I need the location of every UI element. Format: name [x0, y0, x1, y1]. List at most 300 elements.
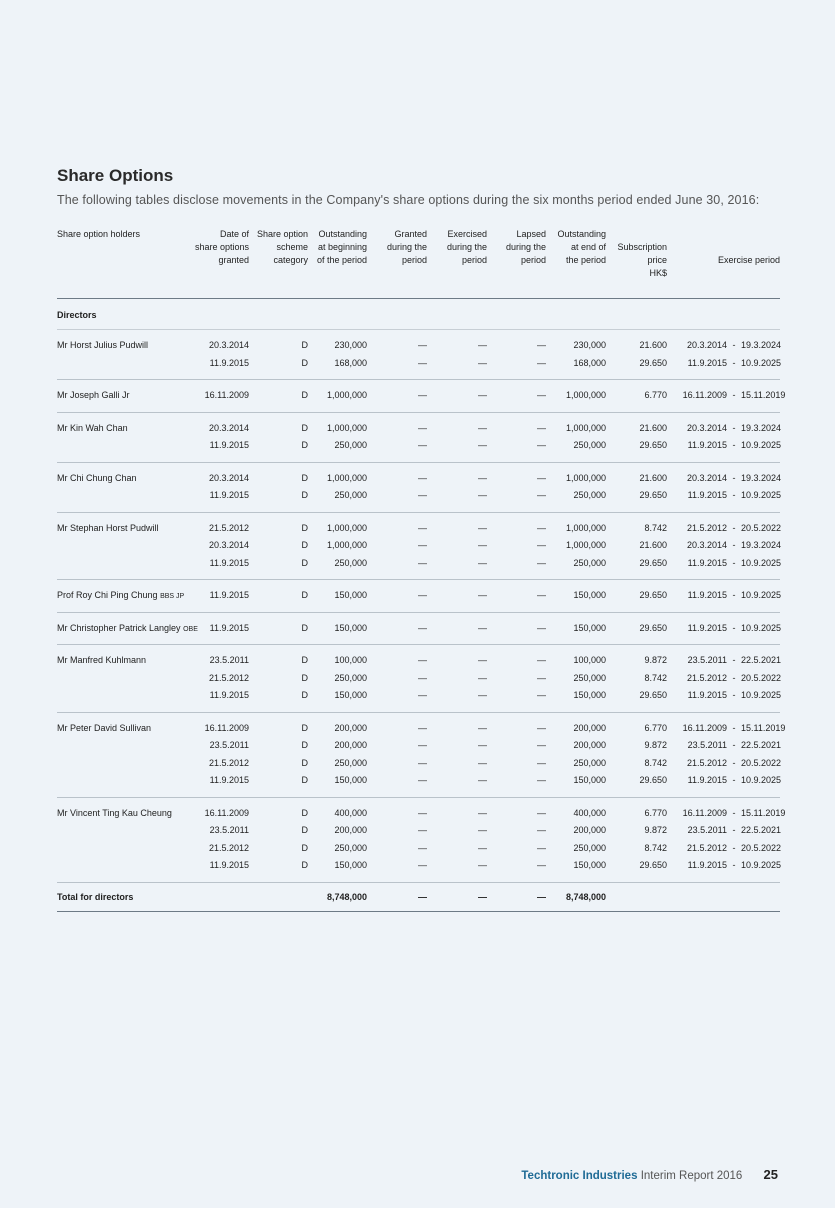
exercised-cell: —: [478, 825, 487, 835]
table-row: [57, 421, 780, 439]
exercise-period-cell: [679, 722, 786, 733]
exercise-period-cell: [679, 523, 780, 533]
price-cell: 8.742: [644, 672, 667, 683]
exercise-period-cell: [679, 590, 780, 600]
table-row: [57, 858, 780, 876]
holder-name-text: Mr Kin Wah Chan: [57, 422, 128, 433]
exercise-separator: -: [732, 622, 736, 633]
price-cell: 29.650: [639, 690, 667, 700]
total-granted: —: [418, 891, 427, 902]
header-exercise-period: Exercise period: [717, 255, 780, 265]
end-cell: 1,000,000: [565, 390, 606, 400]
table-row: [57, 338, 780, 356]
date-cell: 20.3.2014: [208, 422, 249, 433]
total-lapsed: —: [537, 891, 546, 902]
price-cell: 21.600: [639, 472, 667, 483]
end-cell: 1,000,000: [565, 472, 606, 483]
table-row: [57, 556, 780, 574]
exercise-separator: -: [732, 357, 736, 368]
lapsed-cell: —: [537, 655, 546, 665]
holder-name-text: Mr Christopher Patrick Langley: [57, 622, 181, 633]
table-row: [57, 388, 786, 406]
holder-name-text: Mr Manfred Kuhlmann: [57, 655, 147, 665]
exercised-cell: —: [478, 622, 487, 633]
exercise-period-cell: [679, 690, 780, 700]
granted-cell: —: [418, 472, 427, 483]
lapsed-cell: —: [537, 357, 546, 368]
exercise-to: 22.5.2021: [741, 655, 782, 665]
exercise-separator: -: [732, 860, 736, 870]
date-cell: 16.11.2009: [204, 722, 249, 733]
begin-cell: 1,000,000: [326, 522, 367, 533]
date-cell: 21.5.2012: [208, 522, 249, 533]
begin-cell: 250,000: [334, 440, 367, 450]
director-group: [57, 463, 780, 513]
date-cell: 16.11.2009: [204, 807, 249, 818]
exercise-period-cell: [679, 340, 780, 350]
exercise-to: 10.9.2025: [741, 357, 782, 368]
begin-cell: 150,000: [334, 690, 367, 700]
table-row: [57, 823, 780, 841]
exercised-cell: —: [478, 860, 487, 870]
exercise-period-cell: [679, 825, 780, 835]
exercise-period-cell: [679, 440, 780, 450]
cat-cell: D: [301, 690, 308, 700]
lapsed-cell: —: [537, 757, 546, 768]
granted-cell: —: [418, 557, 427, 568]
end-cell: 150,000: [573, 860, 606, 870]
cat-cell: D: [301, 807, 308, 818]
header-holders: Share option holders: [57, 229, 141, 239]
exercised-cell: —: [478, 690, 487, 700]
end-cell: 250,000: [573, 757, 606, 768]
exercise-from: 11.9.2015: [687, 590, 727, 600]
cat-cell: D: [301, 390, 308, 400]
end-cell: 1,000,000: [565, 522, 606, 533]
holder-name-text: Mr Vincent Ting Kau Cheung: [57, 807, 172, 818]
date-cell: 21.5.2012: [208, 672, 249, 683]
header-lapsed: Lapsed during the period: [505, 229, 546, 265]
date-cell: 21.5.2012: [208, 757, 249, 768]
begin-cell: 250,000: [334, 757, 367, 768]
begin-cell: 168,000: [334, 357, 367, 368]
exercise-separator: -: [732, 722, 736, 733]
exercised-cell: —: [478, 722, 487, 733]
cat-cell: D: [301, 540, 308, 550]
cat-cell: D: [301, 422, 308, 433]
date-cell: 23.5.2011: [209, 655, 249, 665]
granted-cell: —: [418, 825, 427, 835]
end-cell: 150,000: [573, 622, 606, 633]
holder-name: [57, 423, 128, 433]
exercised-cell: —: [478, 672, 487, 683]
granted-cell: —: [418, 390, 427, 400]
table-row: [57, 773, 780, 791]
exercised-cell: —: [478, 472, 487, 483]
exercise-from: 23.5.2011: [687, 825, 727, 835]
page-footer: [521, 1167, 778, 1182]
price-cell: 21.600: [639, 422, 667, 433]
exercise-to: 15.11.2019: [741, 807, 786, 818]
granted-cell: —: [418, 672, 427, 683]
exercise-period-cell: [679, 758, 780, 768]
table-row: [57, 721, 786, 739]
exercise-separator: -: [732, 590, 736, 600]
exercise-to: 10.9.2025: [741, 590, 782, 600]
begin-cell: 150,000: [334, 775, 367, 785]
cat-cell: D: [301, 440, 308, 450]
exercise-separator: -: [732, 757, 736, 768]
granted-cell: —: [418, 357, 427, 368]
lapsed-cell: —: [537, 490, 546, 500]
holder-name: [57, 523, 159, 533]
exercise-to: 10.9.2025: [741, 557, 782, 568]
holder-name-text: Mr Stephan Horst Pudwill: [57, 522, 159, 533]
cat-cell: D: [301, 622, 308, 633]
holder-name-text: Mr Joseph Galli Jr: [57, 390, 130, 400]
cat-cell: D: [301, 740, 308, 750]
exercise-to: 10.9.2025: [741, 622, 782, 633]
begin-cell: 100,000: [334, 655, 367, 665]
exercise-from: 11.9.2015: [687, 557, 727, 568]
table-row: [57, 621, 780, 639]
exercise-period-cell: [679, 843, 780, 853]
end-cell: 250,000: [573, 842, 606, 853]
lapsed-cell: —: [537, 860, 546, 870]
end-cell: 200,000: [573, 740, 606, 750]
end-cell: 1,000,000: [565, 422, 606, 433]
footer-report: Interim Report 2016: [640, 1170, 743, 1182]
exercise-separator: -: [732, 690, 736, 700]
granted-cell: —: [418, 490, 427, 500]
begin-cell: 150,000: [334, 622, 367, 633]
exercise-from: 21.5.2012: [686, 842, 727, 853]
lapsed-cell: —: [537, 540, 546, 550]
exercise-period-cell: [679, 358, 780, 368]
exercise-separator: -: [732, 557, 736, 568]
price-cell: 29.650: [639, 775, 667, 785]
price-cell: 29.650: [639, 622, 667, 633]
lapsed-cell: —: [537, 690, 546, 700]
holder-name-text: Mr Horst Julius Pudwill: [57, 340, 149, 350]
exercise-from: 11.9.2015: [687, 690, 727, 700]
exercised-cell: —: [478, 655, 487, 665]
director-group: [57, 380, 786, 413]
exercise-to: 10.9.2025: [741, 490, 782, 500]
exercise-to: 22.5.2021: [741, 740, 782, 750]
header-outstanding-begin: Outstanding at beginning of the period: [316, 229, 367, 265]
exercise-to: 20.5.2022: [741, 842, 782, 853]
begin-cell: 1,000,000: [326, 472, 367, 483]
price-cell: 29.650: [639, 557, 667, 568]
cat-cell: D: [301, 655, 308, 665]
table-row: [57, 671, 780, 689]
end-cell: 250,000: [573, 490, 606, 500]
total-exercised: —: [478, 891, 487, 902]
begin-cell: 400,000: [334, 807, 367, 818]
exercise-from: 16.11.2009: [682, 390, 727, 400]
date-cell: 20.3.2014: [208, 540, 249, 550]
director-group: [57, 613, 780, 646]
exercise-separator: -: [732, 390, 736, 400]
exercise-period-cell: [679, 807, 786, 818]
table-row: [57, 521, 780, 539]
exercise-to: 10.9.2025: [741, 860, 782, 870]
price-cell: 29.650: [639, 490, 667, 500]
exercise-period-cell: [679, 490, 780, 500]
page-intro: The following tables disclose movements in the Company's share options during the six months period ended June 30, 2016:: [57, 193, 760, 207]
exercise-from: 11.9.2015: [687, 357, 727, 368]
share-options-table: [57, 228, 786, 912]
begin-cell: 200,000: [334, 722, 367, 733]
begin-cell: 200,000: [334, 740, 367, 750]
lapsed-cell: —: [537, 422, 546, 433]
exercise-to: 10.9.2025: [741, 440, 782, 450]
begin-cell: 250,000: [334, 490, 367, 500]
begin-cell: 200,000: [334, 825, 367, 835]
granted-cell: —: [418, 842, 427, 853]
cat-cell: D: [301, 557, 308, 568]
lapsed-cell: —: [537, 722, 546, 733]
director-group: [57, 645, 780, 713]
footer-brand: Techtronic Industries: [521, 1170, 638, 1182]
end-cell: 400,000: [573, 807, 606, 818]
header-scheme: Share option scheme category: [256, 229, 308, 265]
price-cell: 29.650: [639, 590, 667, 600]
cat-cell: D: [301, 860, 308, 870]
header-price: Subscription price HK$: [617, 242, 667, 278]
exercise-period-cell: [679, 775, 780, 785]
exercise-to: 10.9.2025: [741, 690, 782, 700]
price-cell: 8.742: [644, 757, 667, 768]
end-cell: 150,000: [573, 690, 606, 700]
date-cell: 11.9.2015: [209, 440, 249, 450]
lapsed-cell: —: [537, 842, 546, 853]
begin-cell: 150,000: [334, 860, 367, 870]
page-title: Share Options: [57, 166, 174, 185]
end-cell: 200,000: [573, 825, 606, 835]
cat-cell: D: [301, 522, 308, 533]
lapsed-cell: —: [537, 557, 546, 568]
table-row: [57, 438, 780, 456]
lapsed-cell: —: [537, 775, 546, 785]
cat-cell: D: [301, 490, 308, 500]
exercised-cell: —: [478, 757, 487, 768]
table-row: [57, 653, 780, 671]
price-cell: 29.650: [639, 440, 667, 450]
exercise-separator: -: [732, 540, 736, 550]
exercise-from: 21.5.2012: [686, 522, 727, 533]
end-cell: 200,000: [573, 722, 606, 733]
end-cell: 250,000: [573, 440, 606, 450]
begin-cell: 150,000: [334, 590, 367, 600]
lapsed-cell: —: [537, 807, 546, 818]
exercise-from: 16.11.2009: [682, 722, 727, 733]
exercised-cell: —: [478, 807, 487, 818]
begin-cell: 1,000,000: [326, 390, 367, 400]
total-row: [57, 883, 780, 912]
exercised-cell: —: [478, 440, 487, 450]
holder-name: [57, 390, 130, 400]
exercise-from: 21.5.2012: [686, 757, 727, 768]
exercise-to: 22.5.2021: [741, 825, 782, 835]
date-cell: 11.9.2015: [209, 860, 249, 870]
exercise-from: 20.3.2014: [686, 422, 727, 433]
granted-cell: —: [418, 440, 427, 450]
exercised-cell: —: [478, 842, 487, 853]
header-date: Date of share options granted: [194, 229, 249, 265]
exercise-from: 11.9.2015: [687, 860, 727, 870]
holder-honours: OBE: [183, 625, 198, 633]
exercise-from: 11.9.2015: [687, 775, 727, 785]
granted-cell: —: [418, 622, 427, 633]
exercised-cell: —: [478, 775, 487, 785]
exercise-from: 20.3.2014: [686, 540, 727, 550]
end-cell: 250,000: [573, 557, 606, 568]
price-cell: 21.600: [639, 340, 667, 350]
exercise-separator: -: [732, 340, 736, 350]
exercised-cell: —: [478, 540, 487, 550]
date-cell: 11.9.2015: [209, 622, 249, 633]
granted-cell: —: [418, 690, 427, 700]
price-cell: 6.770: [644, 807, 667, 818]
exercise-separator: -: [732, 472, 736, 483]
lapsed-cell: —: [537, 825, 546, 835]
exercised-cell: —: [478, 740, 487, 750]
header-granted: Granted during the period: [386, 229, 427, 265]
date-cell: 11.9.2015: [209, 775, 249, 785]
price-cell: 6.770: [644, 390, 667, 400]
exercise-separator: -: [732, 672, 736, 683]
exercise-from: 20.3.2014: [686, 472, 727, 483]
granted-cell: —: [418, 655, 427, 665]
price-cell: 9.872: [644, 655, 667, 665]
cat-cell: D: [301, 825, 308, 835]
date-cell: 21.5.2012: [208, 842, 249, 853]
cat-cell: D: [301, 722, 308, 733]
price-cell: 29.650: [639, 357, 667, 368]
exercised-cell: —: [478, 357, 487, 368]
cat-cell: D: [301, 842, 308, 853]
exercise-separator: -: [732, 490, 736, 500]
header-exercised: Exercised during the period: [446, 229, 487, 265]
director-group: [57, 798, 786, 883]
exercise-to: 19.3.2024: [741, 340, 782, 350]
holder-name: [57, 340, 148, 350]
exercise-separator: -: [732, 522, 736, 533]
total-outstanding-begin: 8,748,000: [326, 891, 367, 902]
cat-cell: D: [301, 775, 308, 785]
header-outstanding-end: Outstanding at end of the period: [557, 229, 606, 265]
exercise-from: 20.3.2014: [686, 340, 727, 350]
cat-cell: D: [301, 357, 308, 368]
price-cell: 21.600: [639, 540, 667, 550]
table-row: [57, 356, 780, 374]
granted-cell: —: [418, 340, 427, 350]
date-cell: 20.3.2014: [208, 472, 249, 483]
exercise-period-cell: [679, 655, 780, 665]
holder-name-text: Mr Chi Chung Chan: [57, 472, 137, 483]
date-cell: 11.9.2015: [209, 490, 249, 500]
begin-cell: 250,000: [334, 672, 367, 683]
granted-cell: —: [418, 775, 427, 785]
holder-name: [57, 473, 137, 483]
exercise-to: 19.3.2024: [741, 472, 782, 483]
price-cell: 8.742: [644, 842, 667, 853]
exercise-separator: -: [732, 825, 736, 835]
begin-cell: 250,000: [334, 557, 367, 568]
cat-cell: D: [301, 340, 308, 350]
holder-name: [57, 723, 151, 733]
exercise-separator: -: [732, 842, 736, 853]
price-cell: 8.742: [644, 522, 667, 533]
price-cell: 9.872: [644, 825, 667, 835]
date-cell: 11.9.2015: [209, 690, 249, 700]
lapsed-cell: —: [537, 390, 546, 400]
lapsed-cell: —: [537, 622, 546, 633]
exercise-from: 11.9.2015: [687, 440, 727, 450]
lapsed-cell: —: [537, 472, 546, 483]
exercise-to: 20.5.2022: [741, 757, 782, 768]
holder-name: [57, 623, 198, 633]
exercise-to: 19.3.2024: [741, 422, 782, 433]
price-cell: 9.872: [644, 740, 667, 750]
lapsed-cell: —: [537, 672, 546, 683]
table-row: [57, 841, 780, 859]
exercise-from: 21.5.2012: [686, 672, 727, 683]
date-cell: 16.11.2009: [204, 390, 249, 400]
lapsed-cell: —: [537, 440, 546, 450]
end-cell: 150,000: [573, 775, 606, 785]
exercise-to: 15.11.2019: [741, 722, 786, 733]
director-group: [57, 713, 786, 798]
granted-cell: —: [418, 722, 427, 733]
end-cell: 150,000: [573, 590, 606, 600]
begin-cell: 1,000,000: [326, 422, 367, 433]
lapsed-cell: —: [537, 740, 546, 750]
end-cell: 1,000,000: [565, 540, 606, 550]
date-cell: 23.5.2011: [209, 825, 249, 835]
cat-cell: D: [301, 472, 308, 483]
end-cell: 230,000: [573, 340, 606, 350]
granted-cell: —: [418, 757, 427, 768]
exercised-cell: —: [478, 422, 487, 433]
holder-honours: BBS JP: [160, 593, 185, 600]
exercised-cell: —: [478, 590, 487, 600]
table-row: [57, 538, 780, 556]
price-cell: 6.770: [644, 722, 667, 733]
granted-cell: —: [418, 540, 427, 550]
cat-cell: D: [301, 590, 308, 600]
page-number: 25: [763, 1167, 778, 1182]
exercise-to: 20.5.2022: [741, 672, 782, 683]
begin-cell: 250,000: [334, 842, 367, 853]
cat-cell: D: [301, 757, 308, 768]
section-directors: Directors: [57, 299, 780, 330]
director-group: [57, 580, 780, 613]
exercise-period-cell: [679, 860, 780, 870]
granted-cell: —: [418, 422, 427, 433]
exercise-to: 19.3.2024: [741, 540, 782, 550]
begin-cell: 230,000: [334, 340, 367, 350]
exercise-from: 16.11.2009: [682, 807, 727, 818]
exercise-period-cell: [679, 540, 780, 550]
date-cell: 11.9.2015: [209, 557, 249, 568]
exercised-cell: —: [478, 390, 487, 400]
table-row: [57, 756, 780, 774]
granted-cell: —: [418, 590, 427, 600]
exercise-period-cell: [679, 740, 780, 750]
